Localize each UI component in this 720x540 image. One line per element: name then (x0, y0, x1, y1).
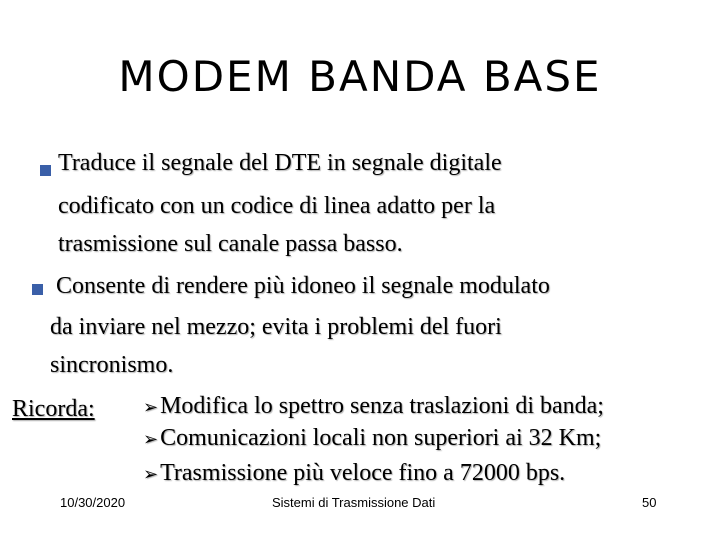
bullet-2-line-3: sincronismo. (50, 352, 174, 378)
bullet-square-icon (32, 284, 43, 295)
arrow-right-icon: ➢ (143, 397, 159, 418)
slide-title: MODEM BANDA BASE (118, 52, 602, 101)
bullet-1-line-1: Traduce il segnale del DTE in segnale digitale (58, 150, 502, 176)
ricorda-item-text: Modifica lo spettro senza traslazioni di banda; (160, 393, 604, 419)
bullet-1-line-3: trasmissione sul canale passa basso. (58, 231, 403, 257)
bullet-2-line-1: Consente di rendere più idoneo il segnale modulato (56, 273, 550, 299)
ricorda-item (143, 460, 565, 487)
bullet-2-line-2: da inviare nel mezzo; evita i problemi del fuori (50, 314, 502, 340)
footer-title: Sistemi di Trasmissione Dati (272, 495, 436, 510)
footer-date: 10/30/2020 (60, 495, 126, 510)
bullet-square-icon (40, 165, 51, 176)
arrow-right-icon: ➢ (143, 464, 159, 485)
bullet-1-line-2: codificato con un codice di linea adatto per la (58, 193, 496, 219)
ricorda-item (143, 393, 604, 420)
ricorda-item-text: Trasmissione più veloce fino a 72000 bps. (160, 460, 566, 486)
ricorda-item-text: Comunicazioni locali non superiori ai 32 Km; (160, 425, 602, 451)
ricorda-label: Ricorda: (12, 396, 95, 422)
ricorda-item (143, 425, 601, 452)
arrow-right-icon: ➢ (143, 429, 159, 450)
footer-page-number: 50 (642, 495, 657, 510)
